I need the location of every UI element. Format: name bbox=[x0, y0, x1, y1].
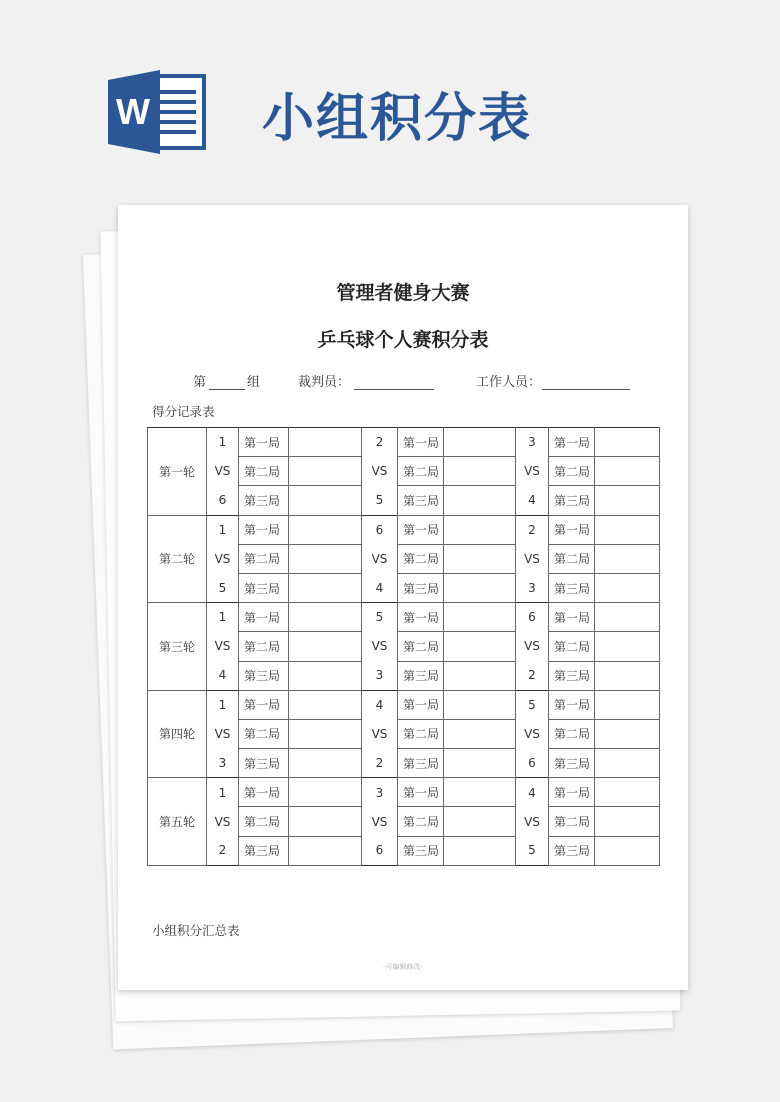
match-player-cell: 3 bbox=[516, 428, 549, 457]
match-player-cell: VS bbox=[516, 544, 549, 573]
round-label: 第二轮 bbox=[148, 515, 207, 603]
game-label: 第一局 bbox=[398, 603, 444, 632]
match-player-cell: 2 bbox=[362, 428, 398, 457]
match-player-cell: 2 bbox=[516, 661, 549, 690]
document-page bbox=[118, 205, 688, 990]
score-cell[interactable] bbox=[289, 778, 362, 807]
match-player-cell: 1 bbox=[207, 690, 239, 719]
match-player-cell: VS bbox=[362, 807, 398, 836]
staff-label: 工作人员： bbox=[476, 375, 542, 390]
score-cell[interactable] bbox=[595, 515, 660, 544]
score-cell[interactable] bbox=[444, 661, 516, 690]
match-player-cell: VS bbox=[516, 807, 549, 836]
score-cell[interactable] bbox=[444, 515, 516, 544]
match-player-cell: 4 bbox=[207, 661, 239, 690]
match-player-cell: VS bbox=[207, 544, 239, 573]
match-player-cell: 6 bbox=[516, 603, 549, 632]
score-cell[interactable] bbox=[444, 457, 516, 486]
game-label: 第一局 bbox=[239, 778, 289, 807]
game-label: 第一局 bbox=[549, 603, 595, 632]
game-label: 第三局 bbox=[549, 749, 595, 778]
game-label: 第二局 bbox=[549, 632, 595, 661]
match-player-cell: 6 bbox=[362, 515, 398, 544]
game-label: 第二局 bbox=[239, 544, 289, 573]
match-player-cell: 2 bbox=[362, 749, 398, 778]
game-label: 第三局 bbox=[398, 749, 444, 778]
game-label: 第二局 bbox=[549, 544, 595, 573]
table-row bbox=[148, 515, 660, 544]
game-label: 第三局 bbox=[239, 661, 289, 690]
match-player-cell: 1 bbox=[207, 515, 239, 544]
game-label: 第二局 bbox=[549, 719, 595, 748]
score-cell[interactable] bbox=[289, 749, 362, 778]
table-row bbox=[148, 807, 660, 836]
match-player-cell: 4 bbox=[362, 690, 398, 719]
table-row bbox=[148, 836, 660, 865]
game-label: 第三局 bbox=[239, 749, 289, 778]
score-cell[interactable] bbox=[444, 719, 516, 748]
table-row bbox=[148, 778, 660, 807]
banner-title: 小组积分表 bbox=[262, 89, 533, 149]
match-player-cell: 2 bbox=[207, 836, 239, 865]
score-cell[interactable] bbox=[444, 836, 516, 865]
game-label: 第三局 bbox=[549, 836, 595, 865]
score-cell[interactable] bbox=[289, 486, 362, 515]
game-label: 第三局 bbox=[398, 836, 444, 865]
match-player-cell: VS bbox=[362, 632, 398, 661]
match-player-cell: VS bbox=[207, 632, 239, 661]
game-label: 第二局 bbox=[398, 457, 444, 486]
match-player-cell: 1 bbox=[207, 428, 239, 457]
summary-table-label: 小组积分汇总表 bbox=[152, 923, 240, 938]
match-player-cell: VS bbox=[362, 457, 398, 486]
match-player-cell: 4 bbox=[516, 486, 549, 515]
match-player-cell: 6 bbox=[516, 749, 549, 778]
match-player-cell: VS bbox=[207, 457, 239, 486]
word-logo-icon bbox=[108, 70, 208, 154]
match-player-cell: 4 bbox=[516, 778, 549, 807]
score-cell[interactable] bbox=[289, 632, 362, 661]
table-row bbox=[148, 428, 660, 457]
score-cell[interactable] bbox=[289, 836, 362, 865]
match-player-cell: VS bbox=[516, 719, 549, 748]
table-row bbox=[148, 719, 660, 748]
game-label: 第二局 bbox=[398, 807, 444, 836]
score-cell[interactable] bbox=[595, 457, 660, 486]
match-player-cell: 3 bbox=[516, 573, 549, 602]
score-cell[interactable] bbox=[289, 544, 362, 573]
table-row bbox=[148, 632, 660, 661]
match-player-cell: 3 bbox=[362, 661, 398, 690]
table-row bbox=[148, 603, 660, 632]
game-label: 第三局 bbox=[398, 661, 444, 690]
score-cell[interactable] bbox=[289, 807, 362, 836]
match-player-cell: VS bbox=[207, 807, 239, 836]
match-player-cell: 5 bbox=[362, 486, 398, 515]
score-cell[interactable] bbox=[444, 749, 516, 778]
score-cell[interactable] bbox=[595, 807, 660, 836]
match-player-cell: 6 bbox=[207, 486, 239, 515]
match-player-cell: 2 bbox=[516, 515, 549, 544]
score-cell[interactable] bbox=[444, 486, 516, 515]
doc-title-line1: 管理者健身大赛 bbox=[336, 282, 470, 304]
game-label: 第二局 bbox=[239, 457, 289, 486]
table-row bbox=[148, 457, 660, 486]
game-label: 第一局 bbox=[398, 690, 444, 719]
table-row bbox=[148, 749, 660, 778]
info-row bbox=[118, 371, 688, 393]
game-label: 第三局 bbox=[549, 573, 595, 602]
game-label: 第一局 bbox=[398, 778, 444, 807]
match-player-cell: VS bbox=[362, 719, 398, 748]
score-cell[interactable] bbox=[289, 515, 362, 544]
match-player-cell: VS bbox=[516, 632, 549, 661]
game-label: 第二局 bbox=[549, 457, 595, 486]
match-player-cell: 4 bbox=[362, 573, 398, 602]
score-cell[interactable] bbox=[289, 573, 362, 602]
game-label: 第一局 bbox=[239, 603, 289, 632]
table-row bbox=[148, 690, 660, 719]
match-player-cell: 3 bbox=[207, 749, 239, 778]
score-cell[interactable] bbox=[289, 428, 362, 457]
game-label: 第三局 bbox=[398, 573, 444, 602]
score-record-table bbox=[147, 427, 660, 866]
score-cell[interactable] bbox=[595, 690, 660, 719]
game-label: 第二局 bbox=[239, 719, 289, 748]
score-cell[interactable] bbox=[289, 661, 362, 690]
table-row bbox=[148, 544, 660, 573]
svg-text:W: W bbox=[116, 91, 150, 132]
game-label: 第一局 bbox=[549, 428, 595, 457]
round-label: 第四轮 bbox=[148, 690, 207, 778]
footer-note: -可编辑修改- bbox=[383, 963, 423, 971]
game-label: 第一局 bbox=[549, 690, 595, 719]
game-label: 第一局 bbox=[239, 690, 289, 719]
match-player-cell: 5 bbox=[362, 603, 398, 632]
game-label: 第三局 bbox=[239, 836, 289, 865]
match-player-cell: 1 bbox=[207, 603, 239, 632]
score-cell[interactable] bbox=[444, 428, 516, 457]
round-label: 第一轮 bbox=[148, 428, 207, 516]
score-cell[interactable] bbox=[444, 778, 516, 807]
score-cell[interactable] bbox=[444, 632, 516, 661]
score-cell[interactable] bbox=[289, 719, 362, 748]
referee-label: 裁判员： bbox=[298, 375, 351, 390]
game-label: 第一局 bbox=[398, 428, 444, 457]
score-cell[interactable] bbox=[444, 573, 516, 602]
table-row bbox=[148, 486, 660, 515]
score-cell[interactable] bbox=[444, 807, 516, 836]
match-player-cell: 6 bbox=[362, 836, 398, 865]
doc-title-line2: 乒乓球个人赛积分表 bbox=[317, 329, 489, 351]
game-label: 第三局 bbox=[549, 661, 595, 690]
staff-field[interactable] bbox=[542, 389, 630, 390]
table-row bbox=[148, 661, 660, 690]
score-record-label: 得分记录表 bbox=[152, 404, 215, 419]
round-label: 第三轮 bbox=[148, 603, 207, 691]
game-label: 第一局 bbox=[239, 428, 289, 457]
score-cell[interactable] bbox=[595, 719, 660, 748]
game-label: 第一局 bbox=[239, 515, 289, 544]
score-cell[interactable] bbox=[289, 457, 362, 486]
score-cell[interactable] bbox=[595, 778, 660, 807]
game-label: 第二局 bbox=[239, 632, 289, 661]
group-suffix: 组 bbox=[247, 375, 261, 390]
score-cell[interactable] bbox=[289, 603, 362, 632]
game-label: 第二局 bbox=[398, 719, 444, 748]
game-label: 第三局 bbox=[239, 573, 289, 602]
game-label: 第三局 bbox=[239, 486, 289, 515]
score-cell[interactable] bbox=[595, 836, 660, 865]
match-player-cell: VS bbox=[516, 457, 549, 486]
score-cell[interactable] bbox=[595, 603, 660, 632]
group-number-field[interactable] bbox=[209, 389, 245, 390]
game-label: 第一局 bbox=[398, 515, 444, 544]
match-player-cell: VS bbox=[207, 719, 239, 748]
game-label: 第三局 bbox=[549, 486, 595, 515]
score-cell[interactable] bbox=[595, 428, 660, 457]
game-label: 第一局 bbox=[549, 778, 595, 807]
match-player-cell: 3 bbox=[362, 778, 398, 807]
score-cell[interactable] bbox=[595, 632, 660, 661]
game-label: 第二局 bbox=[398, 632, 444, 661]
game-label: 第三局 bbox=[398, 486, 444, 515]
match-player-cell: 5 bbox=[207, 573, 239, 602]
score-cell[interactable] bbox=[595, 661, 660, 690]
score-cell[interactable] bbox=[444, 544, 516, 573]
score-cell[interactable] bbox=[444, 690, 516, 719]
match-player-cell: 5 bbox=[516, 690, 549, 719]
game-label: 第一局 bbox=[549, 515, 595, 544]
game-label: 第二局 bbox=[549, 807, 595, 836]
referee-field[interactable] bbox=[354, 389, 434, 390]
match-player-cell: VS bbox=[362, 544, 398, 573]
score-cell[interactable] bbox=[595, 573, 660, 602]
match-player-cell: 5 bbox=[516, 836, 549, 865]
game-label: 第二局 bbox=[398, 544, 444, 573]
group-prefix: 第 bbox=[193, 375, 207, 390]
table-row bbox=[148, 573, 660, 602]
score-cell[interactable] bbox=[595, 486, 660, 515]
score-cell[interactable] bbox=[444, 603, 516, 632]
game-label: 第二局 bbox=[239, 807, 289, 836]
score-cell[interactable] bbox=[595, 749, 660, 778]
score-cell[interactable] bbox=[289, 690, 362, 719]
match-player-cell: 1 bbox=[207, 778, 239, 807]
score-cell[interactable] bbox=[595, 544, 660, 573]
round-label: 第五轮 bbox=[148, 778, 207, 866]
